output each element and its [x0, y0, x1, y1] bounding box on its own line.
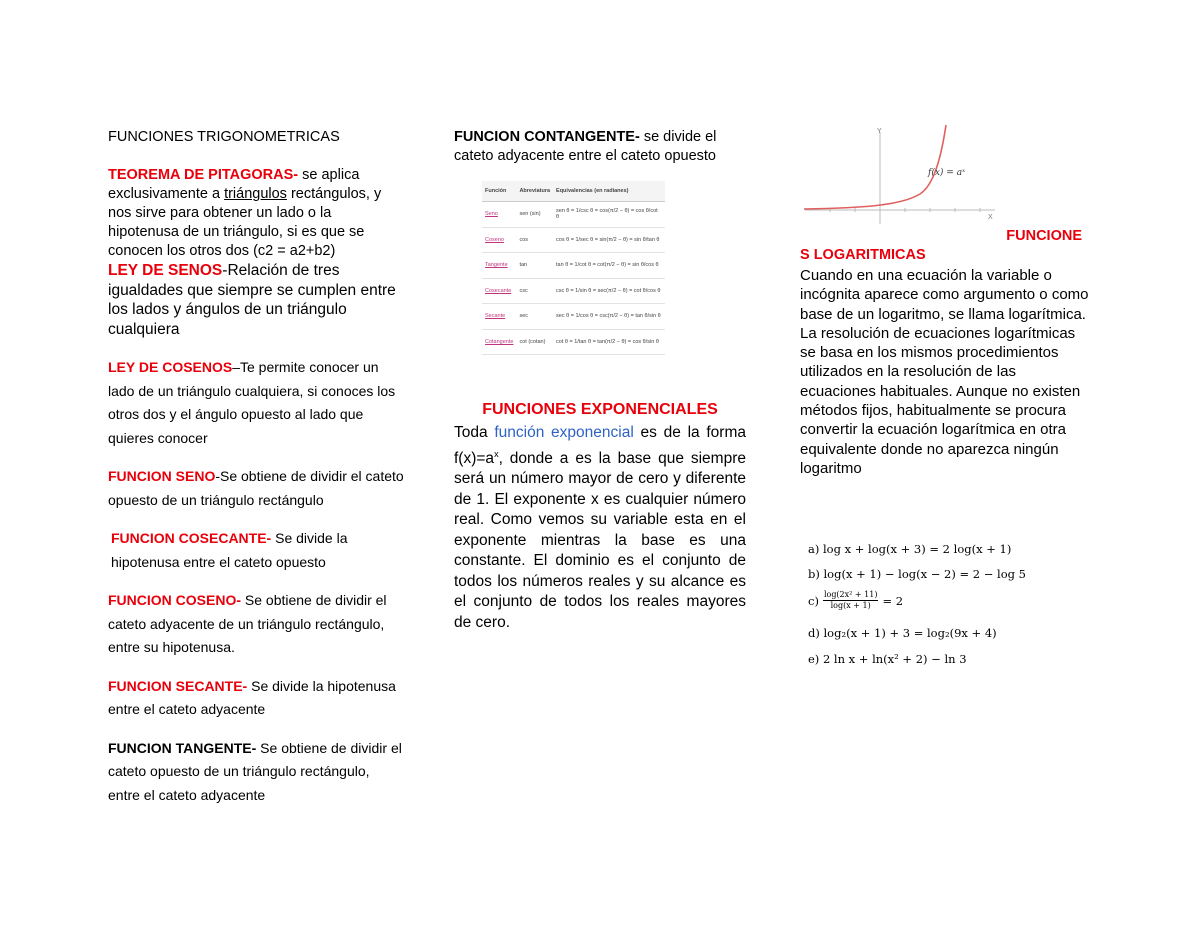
funcion-exponencial-link[interactable]: función exponencial	[494, 424, 634, 441]
formula-a: a) log x + log(x + 3) = 2 log(x + 1)	[808, 542, 1012, 556]
funciones-logaritmicas-heading-part1: FUNCIONE	[1006, 228, 1082, 244]
exp-text-pre: Toda	[454, 424, 495, 441]
equivalence-cell: sen θ = 1/csc θ = cos(π/2 − θ) = cos θ/cot θ	[553, 202, 665, 228]
funcion-cosecante-paragraph	[108, 527, 404, 574]
funcion-seno-paragraph	[108, 465, 404, 512]
exponential-paragraph	[454, 423, 746, 633]
triangulos-link[interactable]: triángulos	[224, 186, 287, 202]
exponential-graph	[800, 120, 1000, 230]
abbreviation-cell: sen (sin)	[516, 202, 553, 228]
table-header-row	[482, 181, 665, 202]
trig-functions-table	[482, 181, 665, 355]
formula-d: d) log₂(x + 1) + 3 = log₂(9x + 4)	[808, 626, 997, 640]
logarithmic-paragraph-1: Cuando en una ecuación la variable o incógnita aparece como argumento o como base de un logaritmo, se llama logarítmica.	[800, 267, 1089, 323]
formula-b: b) log(x + 1) − log(x − 2) = 2 − log 5	[808, 567, 1026, 581]
funcion-seno-text: -Se obtiene de dividir el cateto opuesto de un triángulo rectángulo	[108, 468, 404, 508]
pitagoras-text-pre: se aplica exclusivamente a	[108, 167, 360, 202]
abbreviation-cell: cot (cotan)	[516, 329, 553, 355]
column-cotangent-exponential	[454, 128, 746, 631]
exp-text-post: , donde a es la base que siempre será un número mayor de cero y diferente de 1. El exponente x es cualquier número real. Como vemos su variable esta en el exponente mientras la base es una constante. El dominio es el conjunto de todos los números reales y su alcance es el conjunto de todos los reales mayores de cero.	[454, 449, 746, 631]
abbreviation-cell: tan	[516, 253, 553, 279]
formula-c-rhs: = 2	[882, 593, 904, 608]
function-name-link[interactable]: Secante	[482, 304, 516, 330]
pitagoras-label: TEOREMA DE PITAGORAS-	[108, 167, 299, 183]
trig-functions-table-image	[482, 181, 665, 355]
abbreviation-cell: cos	[516, 227, 553, 253]
funcion-secante-text: Se divide la hipotenusa entre el cateto adyacente	[108, 677, 396, 717]
funcion-coseno-label: FUNCION COSENO-	[108, 592, 241, 608]
funcion-coseno-text: Se obtiene de dividir el cateto adyacente de un triángulo rectángulo, entre su hipotenusa.	[108, 592, 387, 655]
abbreviation-cell: sec	[516, 304, 553, 330]
function-name-link[interactable]: Cosecante	[482, 278, 516, 304]
funcion-cotangente-paragraph	[454, 128, 746, 166]
ley-senos-paragraph	[108, 261, 404, 339]
funcion-cotangente-label: FUNCION CONTANGENTE-	[454, 129, 640, 145]
funcion-cosecante-text: Se divide la hipotenusa entre el cateto opuesto	[111, 530, 348, 570]
ley-cosenos-text: –Te permite conocer un lado de un triángulo cualquiera, si conoces los otros dos y el ángulo opuesto al lado que quieres conocer	[108, 359, 396, 446]
funciones-logaritmicas-heading-part2: S LOGARITMICAS	[800, 247, 926, 263]
equivalence-cell: cos θ = 1/sec θ = sin(π/2 − θ) = sin θ/tan θ	[553, 227, 665, 253]
pitagoras-paragraph	[108, 166, 404, 261]
funcion-tangente-text: Se obtiene de dividir el cateto opuesto de un triángulo rectángulo, entre el cateto adyacente	[108, 739, 402, 803]
logarithmic-text	[800, 266, 1092, 478]
funcion-cosecante-label: FUNCION COSECANTE-	[111, 530, 272, 546]
funcion-coseno-paragraph	[108, 589, 404, 660]
table-header-cell: Abreviatura	[516, 181, 553, 202]
pitagoras-text-post: rectángulos, y nos sirve para obtener un lado o la hipotenusa de un triángulo, si es que se conocen los otros dos (c2 = a2+b2)	[108, 186, 382, 259]
funcion-secante-label: FUNCION SECANTE-	[108, 677, 248, 694]
formula-e: e) 2 ln x + ln(x² + 2) − ln 3	[808, 652, 967, 666]
ley-cosenos-paragraph	[108, 356, 404, 450]
formula-c-numerator: log(2x² + 11)	[823, 590, 878, 599]
function-name-link[interactable]: Coseno	[482, 227, 516, 253]
ley-senos-label: LEY DE SENOS	[108, 262, 223, 279]
formula-c-fraction	[823, 590, 879, 611]
equivalence-cell: sec θ = 1/cos θ = csc(π/2 − θ) = tan θ/sin θ	[553, 304, 665, 330]
exp-superscript: x	[494, 448, 499, 459]
logarithmic-paragraph-2: La resolución de ecuaciones logarítmicas se basa en los mismos procedimientos utilizados en la resolución de las ecuaciones habituales. Aunque no existen métodos fijos, habitualmente se procura convertir la ecuación logarítmica en otra equivalente donde no aparezca ningún logaritmo	[800, 324, 1081, 477]
formula-c	[808, 590, 903, 611]
table-row	[482, 304, 665, 330]
y-axis-label: Y	[877, 128, 882, 135]
abbreviation-cell: csc	[516, 278, 553, 304]
equivalence-cell: cot θ = 1/tan θ = tan(π/2 − θ) = cos θ/sin θ	[553, 329, 665, 355]
table-row	[482, 253, 665, 279]
funcion-seno-label: FUNCION SENO	[108, 468, 216, 484]
funciones-exponenciales-heading: FUNCIONES EXPONENCIALES	[482, 401, 718, 418]
column-trigonometric	[108, 128, 404, 807]
heading-funciones-trigonometricas: FUNCIONES TRIGONOMETRICAS	[108, 129, 340, 145]
formula-c-denominator: log(x + 1)	[830, 601, 871, 610]
table-header-cell: Equivalencias (en radianes)	[553, 181, 665, 202]
equivalence-cell: tan θ = 1/cot θ = cot(π/2 − θ) = sin θ/cos θ	[553, 253, 665, 279]
table-row	[482, 278, 665, 304]
ley-senos-text: -Relación de tres igualdades que siempre se cumplen entre los lados y ángulos de un triángulo cualquiera	[108, 262, 396, 338]
exp-text-mid: es de la forma f(x)=a	[454, 424, 746, 467]
function-name-link[interactable]: Tangente	[482, 253, 516, 279]
function-name-link[interactable]: Seno	[482, 202, 516, 228]
ley-cosenos-label: LEY DE COSENOS	[108, 359, 233, 375]
equivalence-cell: csc θ = 1/sin θ = sec(π/2 − θ) = cot θ/cos θ	[553, 278, 665, 304]
formula-c-prefix: c)	[808, 593, 819, 608]
table-header-cell: Función	[482, 181, 516, 202]
funcion-cotangente-text: se divide el cateto adyacente entre el cateto opuesto	[454, 129, 717, 164]
funcion-secante-paragraph	[108, 675, 404, 722]
x-axis-label: X	[988, 214, 993, 221]
function-name-link[interactable]: Cotangente	[482, 329, 516, 355]
table-row	[482, 202, 665, 228]
exponential-curve	[804, 125, 946, 209]
table-row	[482, 227, 665, 253]
function-label: f(x) = aˣ	[928, 168, 966, 178]
funcion-tangente-label: FUNCION TANGENTE-	[108, 739, 257, 756]
table-row	[482, 329, 665, 355]
funcion-tangente-paragraph	[108, 737, 404, 808]
